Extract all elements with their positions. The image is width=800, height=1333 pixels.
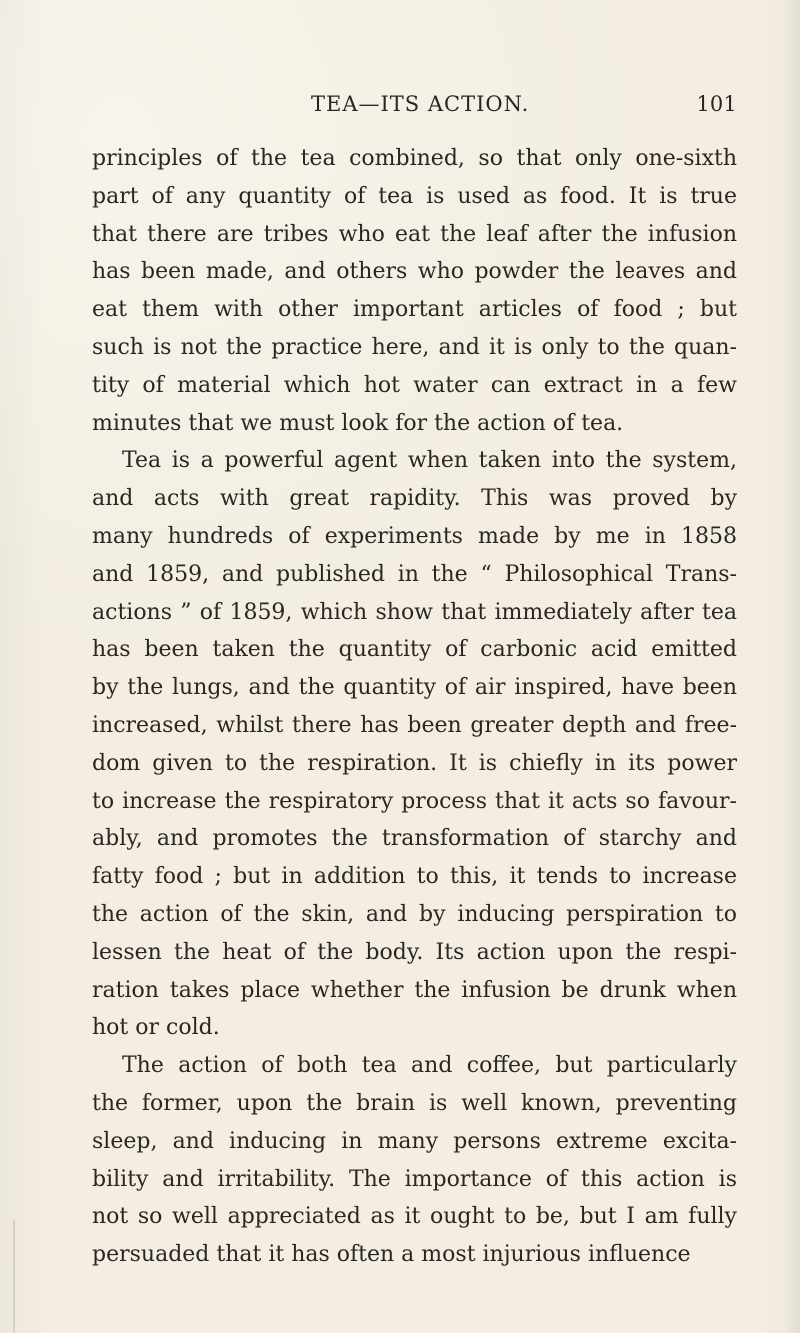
text-line: increased, whilst there has been greater depth and free- <box>92 712 737 738</box>
text-line: principles of the tea combined, so that only one-sixth <box>92 146 737 171</box>
text-line: sleep, and inducing in many persons extreme excita- <box>92 1128 737 1154</box>
page-number: 101 <box>696 92 737 116</box>
page-header <box>92 92 737 122</box>
page-gutter-line <box>13 1220 15 1333</box>
paragraph-2 <box>92 442 737 1047</box>
body-text <box>92 140 737 1274</box>
text-line: bility and irritability. The importance of this action is <box>92 1166 737 1192</box>
text-line: that there are tribes who eat the leaf after the infusion <box>92 221 737 247</box>
text-line: hot or cold. <box>92 1015 220 1041</box>
text-line: and acts with great rapidity. This was proved by <box>92 486 737 512</box>
text-line: by the lungs, and the quantity of air inspired, have been <box>92 675 737 701</box>
text-line: fatty food ; but in addition to this, it tends to increase <box>92 864 737 890</box>
text-line: many hundreds of experiments made by me in 1858 <box>92 523 737 549</box>
text-line: the former, upon the brain is well known, preventing <box>92 1090 737 1116</box>
paragraph-1 <box>92 140 737 442</box>
text-line: Tea is a powerful agent when taken into the system, <box>122 448 737 474</box>
text-line: not so well appreciated as it ought to be, but I am fully <box>92 1204 737 1230</box>
running-head: TEA—ITS ACTION. <box>311 92 530 116</box>
text-line: lessen the heat of the body. Its action upon the respi- <box>92 939 737 965</box>
text-line: has been taken the quantity of carbonic acid emitted <box>92 637 737 663</box>
page-edge-shadow <box>782 0 800 1333</box>
text-line: dom given to the respiration. It is chiefly in its power <box>92 750 737 776</box>
text-line: minutes that we must look for the action of tea. <box>92 410 624 436</box>
text-line: actions ” of 1859, which show that immediately after tea <box>92 599 737 625</box>
text-line: persuaded that it has often a most injurious influence <box>92 1242 691 1268</box>
text-line: and 1859, and published in the “ Philosophical Trans- <box>92 561 737 587</box>
paragraph-3 <box>92 1047 737 1274</box>
text-line: to increase the respiratory process that it acts so favour- <box>92 788 737 814</box>
text-line: such is not the practice here, and it is only to the quan- <box>92 334 737 360</box>
text-line: ration takes place whether the infusion be drunk when <box>92 977 737 1003</box>
text-line: the action of the skin, and by inducing perspiration to <box>92 901 737 927</box>
text-line: The action of both tea and coffee, but particularly <box>122 1053 737 1079</box>
text-line: part of any quantity of tea is used as food. It is true <box>92 183 737 209</box>
text-line: tity of material which hot water can extract in a few <box>92 372 737 398</box>
text-line: eat them with other important articles of food ; but <box>92 297 737 323</box>
text-line: has been made, and others who powder the leaves and <box>92 259 737 285</box>
text-line: ably, and promotes the transformation of starchy and <box>92 826 737 852</box>
